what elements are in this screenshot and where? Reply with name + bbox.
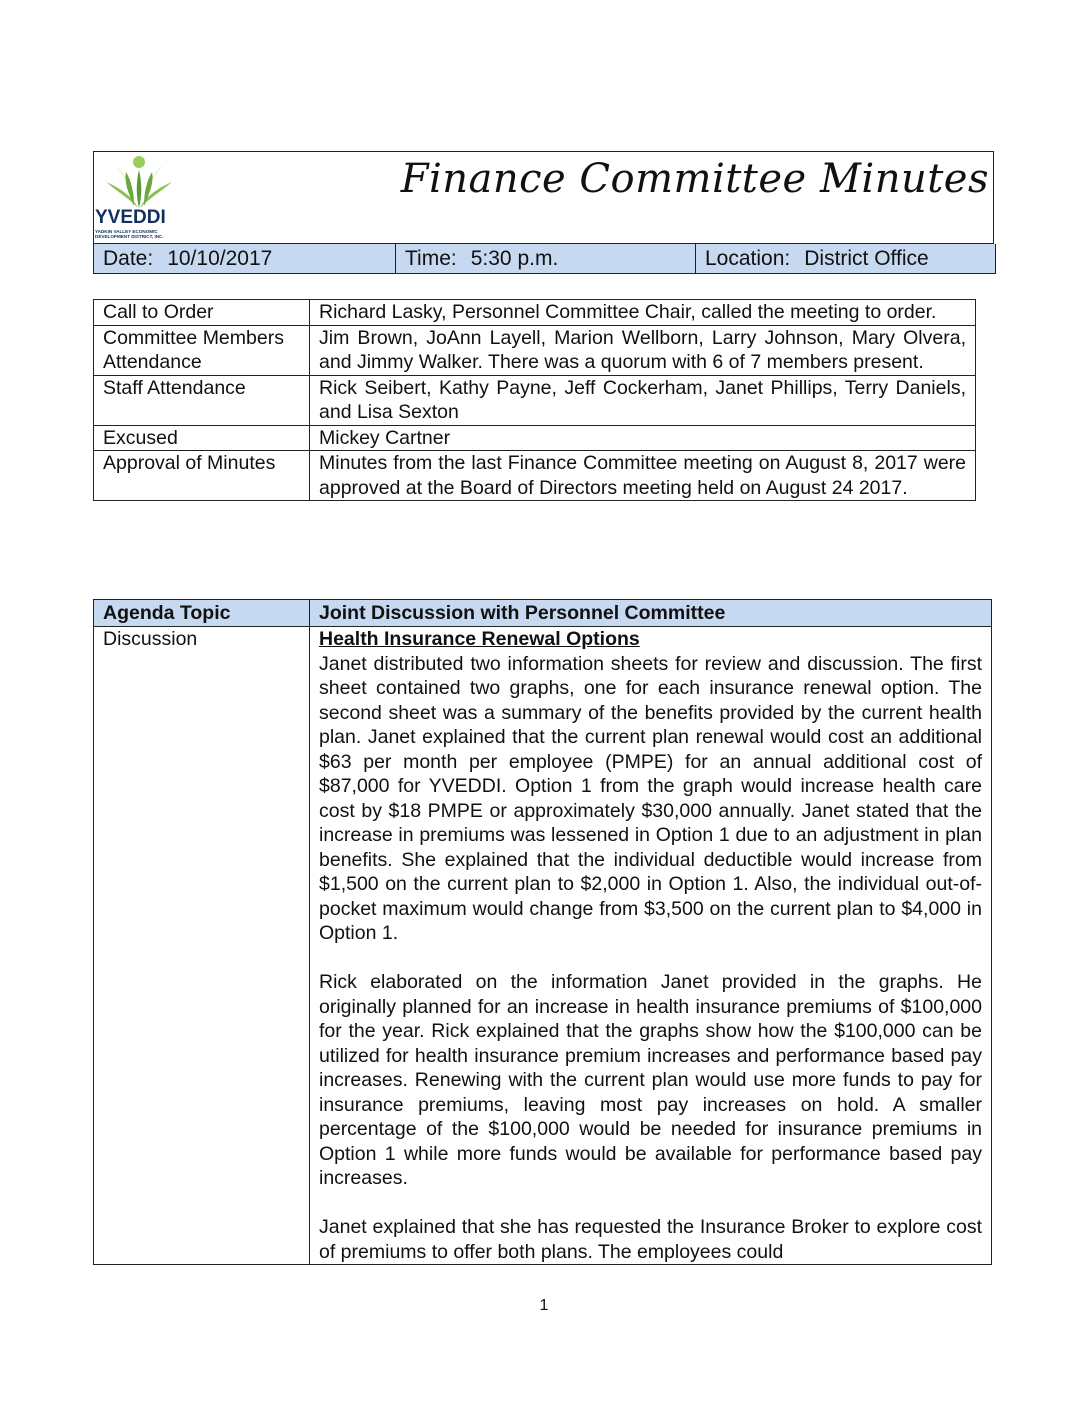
- date-cell: [94, 244, 395, 273]
- table-row: [94, 627, 992, 1265]
- row-value: Mickey Cartner: [310, 425, 976, 451]
- discussion-body: [310, 627, 992, 1265]
- agenda-table: [93, 599, 992, 1265]
- sprout-logo-icon: [94, 152, 184, 212]
- yveddi-logo: [94, 152, 184, 245]
- row-label: Excused: [94, 425, 310, 451]
- date-label: Date:: [103, 247, 154, 270]
- location-cell: [695, 244, 995, 273]
- row-value: Jim Brown, JoAnn Layell, Marion Wellborn, Larry Johnson, Mary Olvera, and Jimmy Walker. There was a quorum with 6 of 7 members present.: [310, 325, 976, 375]
- date-value: 10/10/2017: [167, 247, 273, 270]
- agenda-title-header: Joint Discussion with Personnel Committee: [310, 600, 992, 627]
- row-value: Richard Lasky, Personnel Committee Chair, called the meeting to order.: [310, 300, 976, 326]
- row-label: Approval of Minutes: [94, 451, 310, 501]
- discussion-paragraph: Rick elaborated on the information Janet provided in the graphs. He originally planned for an increase in health insurance premiums of $100,000 for the year. Rick explained that the graphs show how the $100,000 can be utilized for health insurance premium increases and performance based pay increases. Renewing with the current plan would use more funds to pay for insurance premiums, leaving most pay increases on hold. A smaller percentage of the $100,000 would be needed for insurance premiums in Option 1 while more funds would be available for performance based pay increases.: [319, 971, 982, 1189]
- meeting-details-table: [93, 299, 976, 501]
- logo-subtitle: YADKIN VALLEY ECONOMIC DEVELOPMENT DISTRICT, INC.: [95, 229, 164, 240]
- row-label: Call to Order: [94, 300, 310, 326]
- row-label: Committee Members Attendance: [94, 325, 310, 375]
- meeting-info-row: [93, 244, 996, 274]
- time-value: 5:30 p.m.: [470, 247, 559, 270]
- page-number: 1: [539, 1297, 549, 1314]
- table-row: [94, 425, 976, 451]
- location-value: District Office: [804, 247, 929, 270]
- table-row: [94, 451, 976, 501]
- table-row: [94, 325, 976, 375]
- time-cell: [395, 244, 695, 273]
- table-row: [94, 300, 976, 326]
- discussion-paragraph: Janet distributed two information sheets for review and discussion. The first sheet contained two graphs, one for each insurance renewal option. The second sheet was a summary of the benefits provided by the current health plan. Janet explained that the current plan renewal would cost an additional $63 per month per employee (PMPE) for an annual additional cost of $87,000 for YVEDDI. Option 1 from the graph would increase health care cost by $18 PMPE or approximately $30,000 annually. Janet stated that the increase in premiums was lessened in Option 1 due to an adjustment in plan benefits. She explained that the individual deductible would increase from $1,500 on the current plan to $2,000 in Option 1. Also, the individual out-of-pocket maximum would change from $3,500 on the current plan to $4,000 in Option 1.: [319, 652, 982, 944]
- discussion-paragraph: Janet explained that she has requested the Insurance Broker to explore cost of premiums to offer both plans. The employees could: [319, 1216, 982, 1263]
- agenda-header-row: [94, 600, 992, 627]
- discussion-label: Discussion: [94, 627, 310, 1265]
- header-box: [93, 151, 994, 244]
- table-row: [94, 375, 976, 425]
- document-title: Finance Committee Minutes: [400, 156, 989, 202]
- row-value: Rick Seibert, Kathy Payne, Jeff Cockerham, Janet Phillips, Terry Daniels, and Lisa Sexton: [310, 375, 976, 425]
- location-label: Location:: [705, 247, 791, 270]
- agenda-topic-header: Agenda Topic: [94, 600, 310, 627]
- section-subheading: Health Insurance Renewal Options: [319, 628, 640, 650]
- row-label: Staff Attendance: [94, 375, 310, 425]
- row-value: Minutes from the last Finance Committee meeting on August 8, 2017 were approved at the Board of Directors meeting held on August 24 2017.: [310, 451, 976, 501]
- logo-name: YVEDDI: [95, 207, 166, 228]
- time-label: Time:: [405, 247, 457, 270]
